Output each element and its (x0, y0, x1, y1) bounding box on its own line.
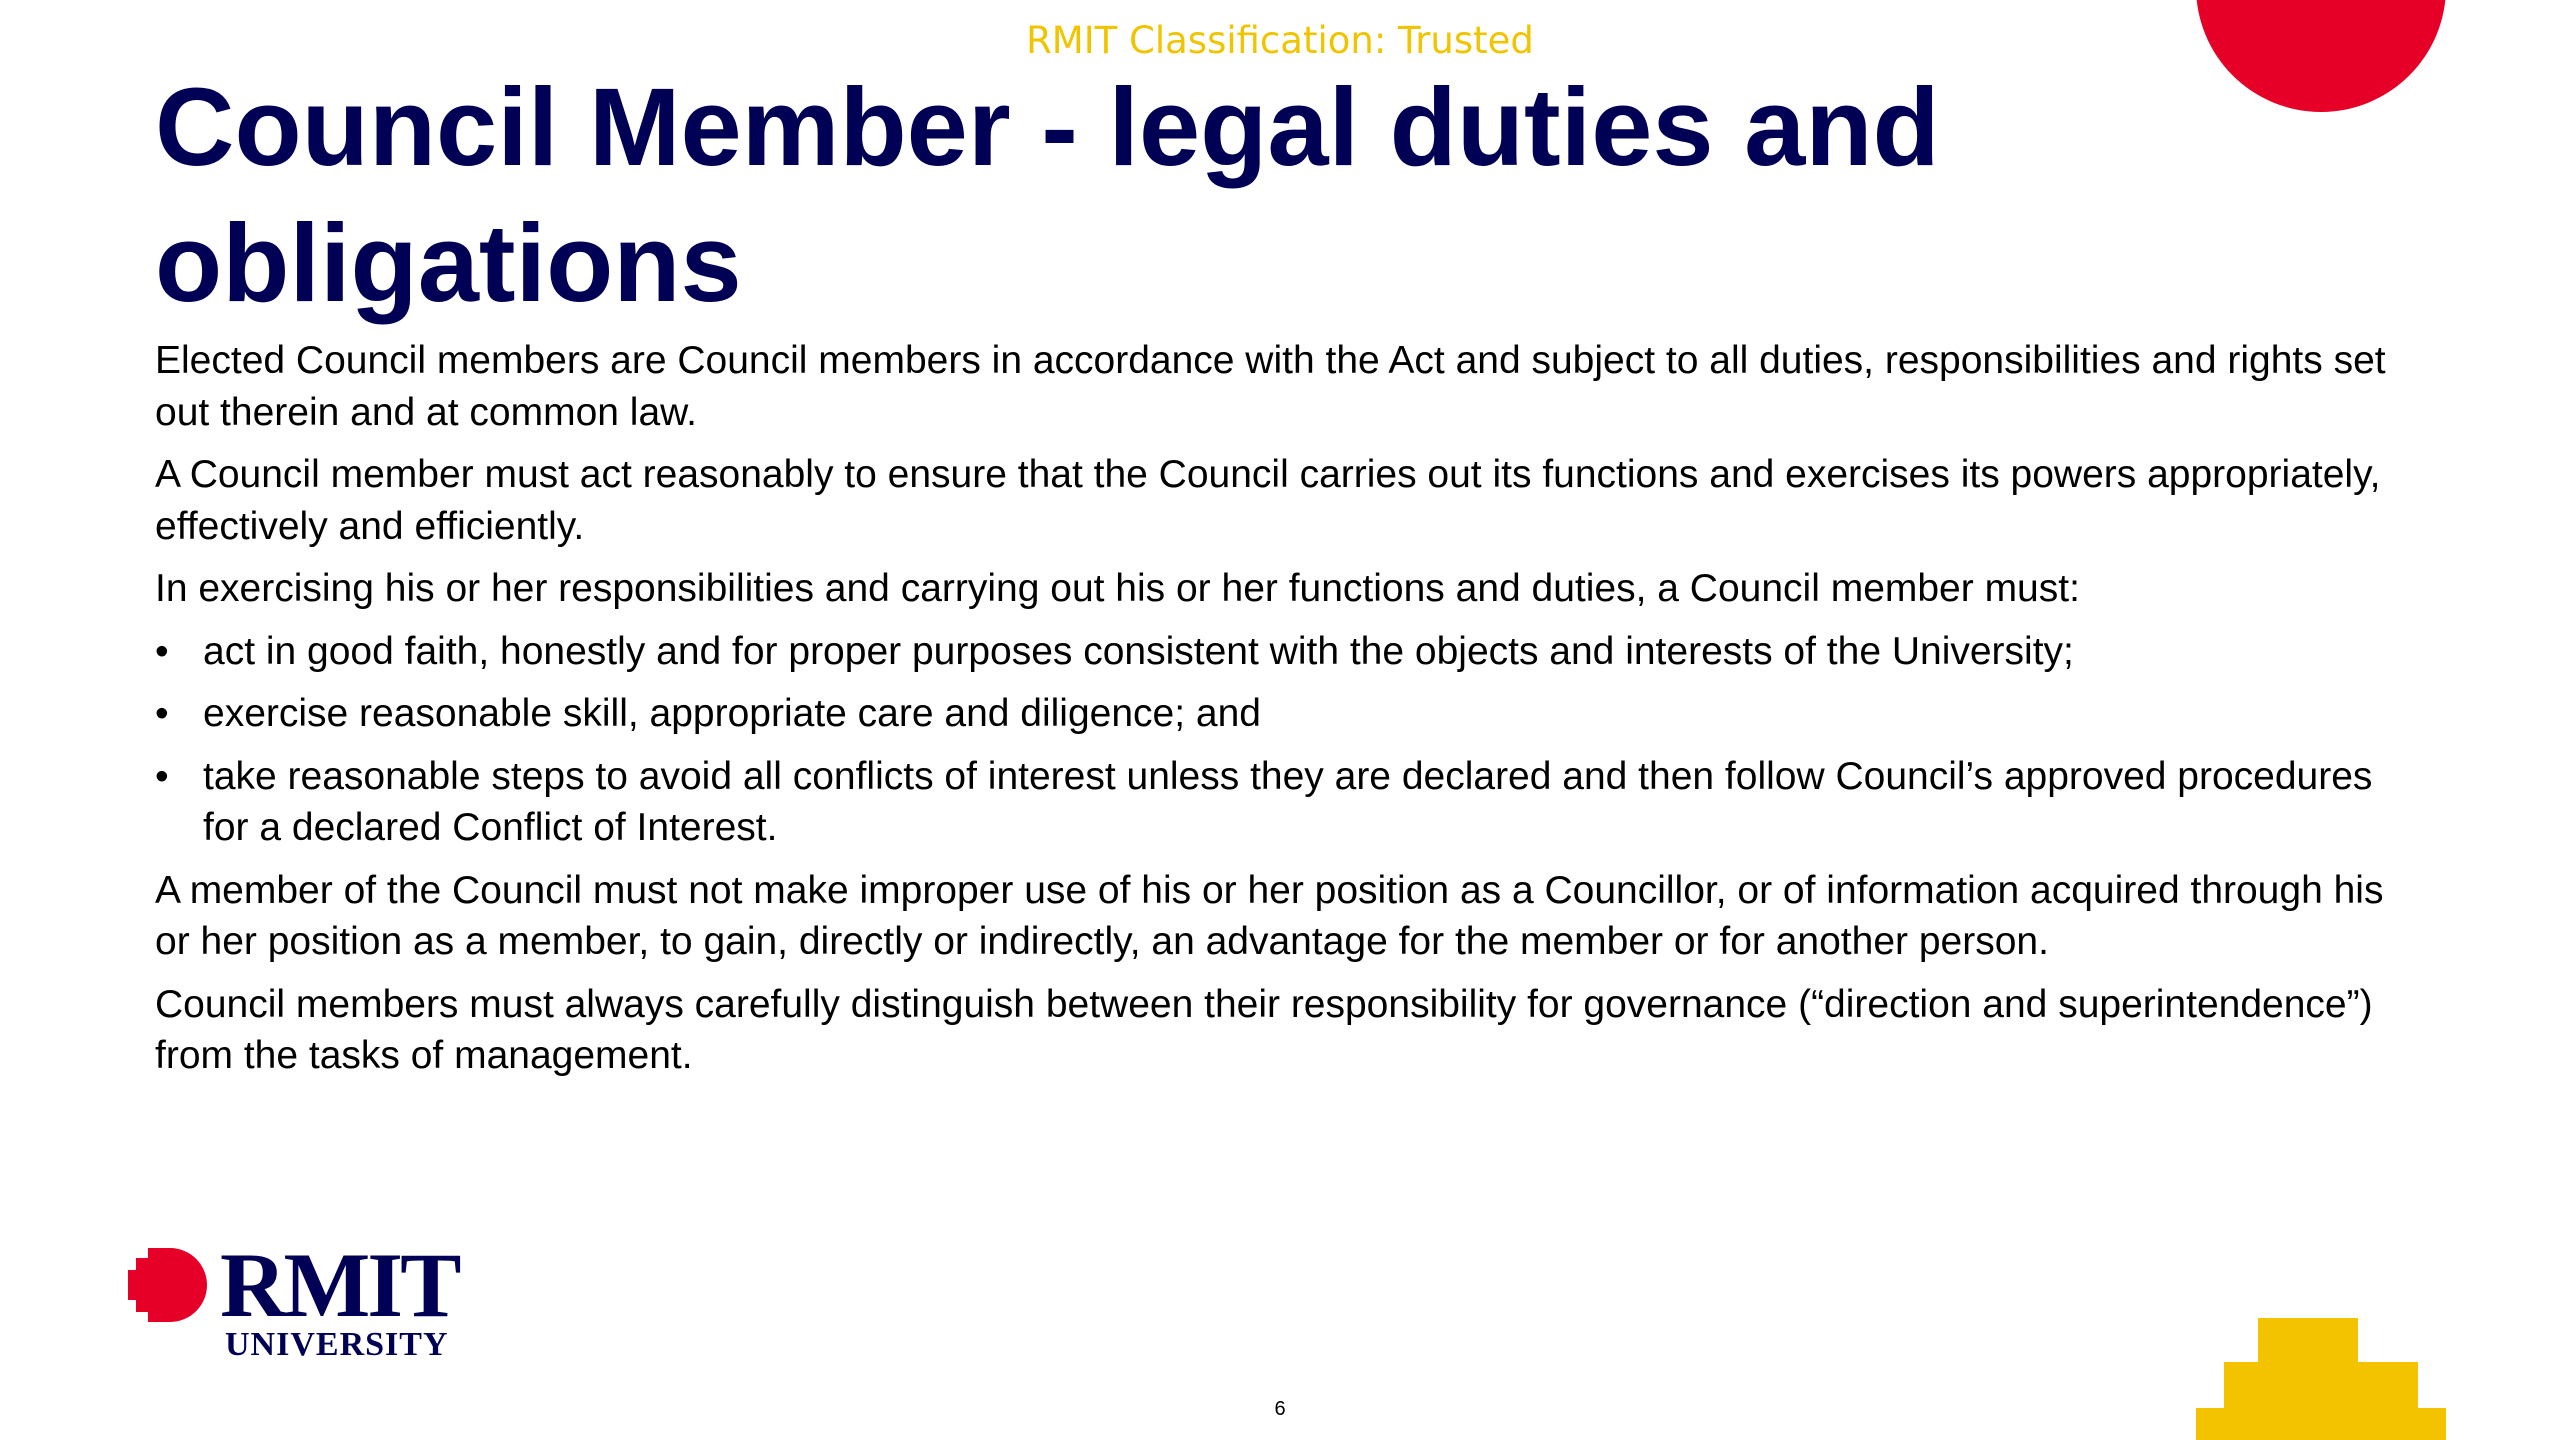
bullet-item (155, 626, 2415, 678)
page-number: 6 (1274, 1398, 1286, 1420)
slide-title: Council Member - legal duties and obligations (155, 66, 1940, 325)
bullet-list (155, 626, 2415, 854)
classification-label: RMIT Classification: Trusted (1026, 19, 1534, 62)
bullet-text: take reasonable steps to avoid all conflicts of interest unless they are declared and then follow Council’s approved procedures for a declared Conflict of Interest. (203, 754, 2373, 849)
logo-subtitle: UNIVERSITY (225, 1326, 449, 1363)
bullet-text: exercise reasonable skill, appropriate care and diligence; and (203, 692, 1261, 735)
bullet-text: act in good faith, honestly and for proper purposes consistent with the objects and interests of the University; (203, 629, 2074, 673)
rmit-pixel-mark-icon (128, 1248, 208, 1322)
body-paragraph: A Council member must act reasonably to ensure that the Council carries out its functions and exercises its powers appropriately, effectively and efficiently. (155, 453, 2381, 548)
bullet-item (155, 751, 2415, 854)
bullet-marker: • (155, 692, 169, 735)
bullet-marker: • (155, 754, 169, 798)
rmit-logo (128, 1234, 459, 1365)
bullet-marker: • (155, 629, 169, 673)
body-paragraph: Council members must always carefully distinguish between their responsibility for governance (“direction and superintendence”) from the tasks of management. (155, 982, 2373, 1077)
yellow-pixel-decoration (2196, 1318, 2446, 1440)
slide-body (155, 335, 2415, 1093)
body-paragraph: A member of the Council must not make improper use of his or her position as a Councillor, or of information acquired through his or her position as a member, to gain, directly or indirectly, an advantage for the member or for another person. (155, 868, 2384, 963)
body-paragraph: In exercising his or her responsibilities and carrying out his or her functions and duties, a Council member must: (155, 567, 2080, 610)
logo-wordmark: RMIT (220, 1234, 459, 1336)
bullet-item (155, 688, 2415, 740)
body-paragraph: Elected Council members are Council members in accordance with the Act and subject to all duties, responsibilities and rights set out therein and at common law. (155, 339, 2386, 434)
